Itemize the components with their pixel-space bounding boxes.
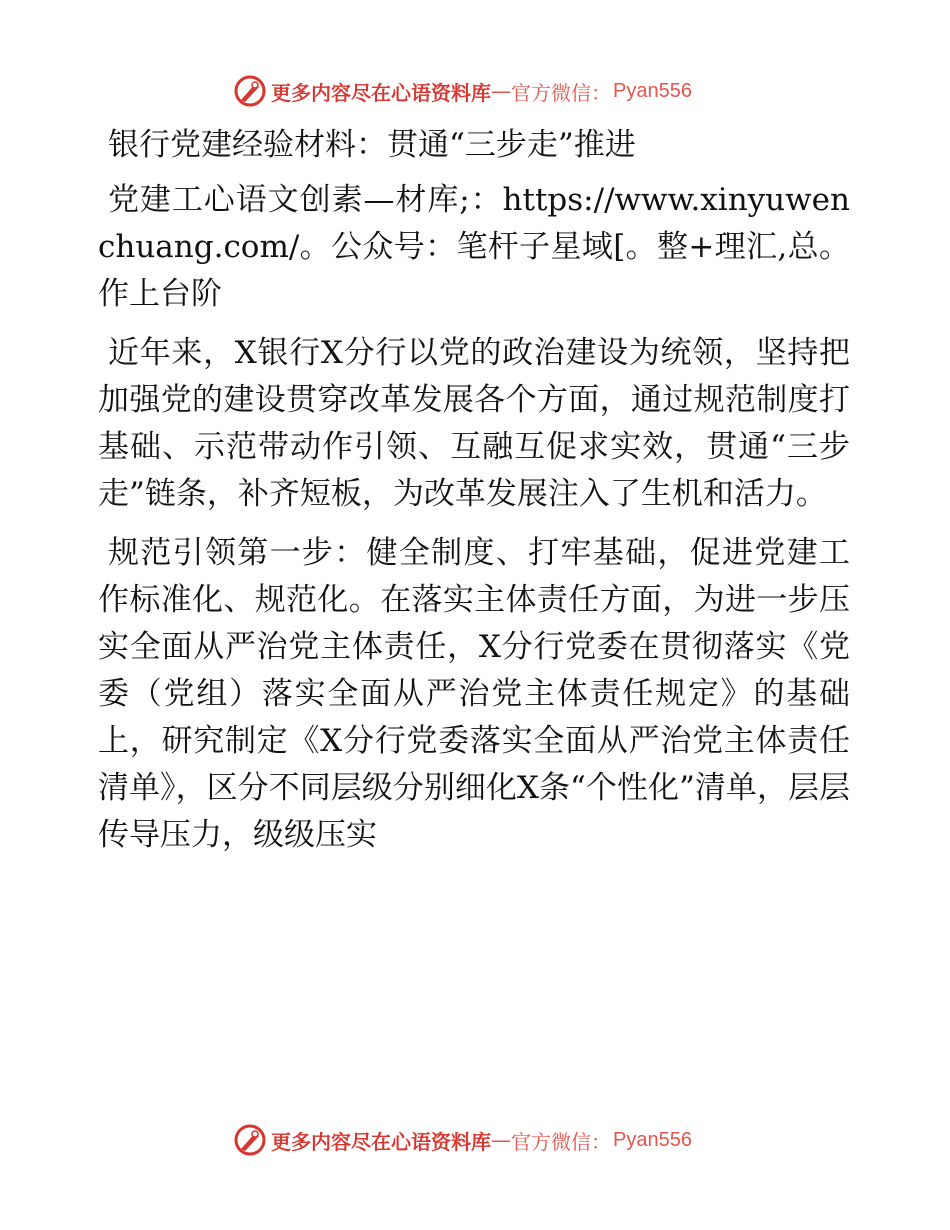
watermark-sub-label: 官方微信： <box>511 1129 611 1154</box>
footer-watermark <box>233 1120 733 1160</box>
watermark-wechat-id: Pyan556 <box>613 79 692 102</box>
watermark-wechat-id: Pyan556 <box>613 1128 692 1151</box>
watermark-main-text: 更多内容尽在心语资料库 <box>271 80 491 105</box>
watermark-separator: — <box>491 79 511 103</box>
document-title: 银行党建经验材料：贯通“三步走”推进 <box>108 127 636 163</box>
pen-logo-icon <box>233 74 267 108</box>
source-note-paragraph: 党建工心语文创素—材库;：https://www.xinyuwenchuang.com/。公众号：笔杆子星域[。整+理汇,总。作上台阶 <box>98 182 850 312</box>
watermark-separator: — <box>491 1128 511 1152</box>
watermark-sub-label: 官方微信： <box>511 80 611 105</box>
body-paragraph-2: 规范引领第一步：健全制度、打牢基础，促进党建工作标准化、规范化。在落实主体责任方面，为进一步压实全面从严治党主体责任，X分行党委在贯彻落实《党委（党组）落实全面从严治党主体责任规定》的基础上，研究制定《X分行党委落实全面从严治党主体责任清单》，区分不同层级分别细化X条“个性化”清单，层层传导压力，级级压实 <box>98 535 850 853</box>
body-paragraph-1: 近年来，X银行X分行以党的政治建设为统领，坚持把加强党的建设贯穿改革发展各个方面，通过规范制度打基础、示范带动作引领、互融互促求实效，贯通“三步走”链条，补齐短板，为改革发展注入了生机和活力。 <box>98 335 850 512</box>
document-body <box>98 122 850 871</box>
watermark-main-text: 更多内容尽在心语资料库 <box>271 1129 491 1154</box>
pen-logo-icon <box>233 1123 267 1157</box>
header-watermark <box>233 71 733 111</box>
